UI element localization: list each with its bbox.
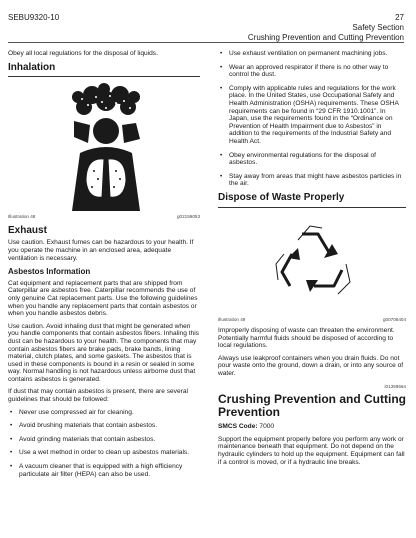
illustration-49-caption <box>218 316 406 324</box>
page-number: 27 <box>395 13 404 22</box>
smcs-label: SMCS Code: <box>218 423 258 431</box>
smcs-code <box>218 423 406 431</box>
inhalation-hazard-icon <box>8 83 200 211</box>
asbestos-guidelines-list-continued <box>218 50 406 188</box>
list-item: • Use exhaust ventilation on permanent machining jobs. <box>218 50 406 58</box>
list-item: • Never use compressed air for cleaning. <box>8 409 200 417</box>
asbestos-heading: Asbestos Information <box>8 267 91 277</box>
header-rule <box>8 42 404 43</box>
illustration-48-label: Illustration 48 <box>8 214 36 220</box>
waste-paragraph-2: Always use leakproof containers when you drain fluids. Do not pour waste onto the ground, down a drain, or into any source of water. <box>218 354 404 378</box>
rule <box>8 76 200 77</box>
list-item: • Avoid brushing materials that contain asbestos. <box>8 422 200 430</box>
recycle-icon <box>218 214 406 314</box>
left-column <box>8 50 200 484</box>
smcs-value: 7000 <box>259 423 275 431</box>
list-item: • Comply with applicable rules and regulations for the work place. In the United States, use Occupational Safety and Health Administration (OSHA) requirements. These OSHA requirements can be found in “29 CFR 1910.1001”. In Japan, use the requirements found in the “Ordinance on Prevention of Health Impairment due to Asbestos” in addition to the requirements of the Industrial Safety and Health Act. <box>218 85 406 146</box>
rule <box>218 207 406 208</box>
list-item: • Use a wet method in order to clean up asbestos materials. <box>8 449 200 457</box>
list-item: • Stay away from areas that might have asbestos particles in the air. <box>218 173 406 188</box>
illustration-49-label: Illustration 49 <box>218 316 246 322</box>
asbestos-paragraph-3: If dust that may contain asbestos is present, there are several guidelines that should be followed: <box>8 388 188 404</box>
illustration-48-id: g02159053 <box>177 214 200 220</box>
exhaust-heading: Exhaust <box>8 224 47 236</box>
waste-paragraph-1: Improperly disposing of waste can threaten the environment. Potentially harmful fluids should be disposed of according to local regulations. <box>218 327 395 350</box>
inhalation-heading: Inhalation <box>8 61 56 73</box>
intro-text: Obey all local regulations for the disposal of liquids. <box>8 50 158 57</box>
waste-heading: Dispose of Waste Properly <box>218 191 345 203</box>
list-item: • Obey environmental regulations for the disposal of asbestos. <box>218 152 406 167</box>
right-column <box>218 50 406 471</box>
header-doc-id: SEBU9320-10 <box>8 13 60 22</box>
crushing-text: Support the equipment properly before you perform any work or maintenance beneath that equipment. Do not depend on the hydraulic cylinders to hold up the equipment. Equipment can fall if a control is moved, or if a hydraulic line breaks. <box>218 435 405 466</box>
person-icon <box>72 118 140 211</box>
asbestos-paragraph-2: Use caution. Avoid inhaling dust that might be generated when you handle components that contain asbestos fibers. Inhaling this dust can be hazardous to your health. The components that may contain asbestos fibers are brake pads, brake bands, lining material, clutch plates, and some gaskets. The asbestos that is used in these components is bound in a resin or sealed in some way. Normal handling is not hazardous unless airborne dust that contains asbestos is generated. <box>8 322 199 383</box>
illustration-49-id: g00706404 <box>383 316 406 322</box>
reference-id: i01359664 <box>384 383 406 389</box>
crushing-heading: Crushing Prevention and Cutting Prevention <box>218 392 406 420</box>
list-item: • Wear an approved respirator if there is no other way to control the dust. <box>218 64 406 79</box>
illustration-48-caption <box>8 213 200 221</box>
asbestos-paragraph-1: Cat equipment and replacement parts that are shipped from Caterpillar are asbestos free. Caterpillar recommends the use of only genuine Cat replacement parts. Use the following guidelines when you handle any replacement parts that contain asbestos or when you handle asbestos debris. <box>8 279 198 318</box>
list-item: • A vacuum cleaner that is equipped with a high efficiency particulate air filter (HEPA) can also be used. <box>8 463 200 478</box>
header-right <box>248 13 404 43</box>
list-item: • Avoid grinding materials that contain asbestos. <box>8 436 200 444</box>
header-section: Safety Section <box>352 23 404 32</box>
header-subsection: Crushing Prevention and Cutting Prevention <box>247 33 404 42</box>
exhaust-text: Use caution. Exhaust fumes can be hazardous to your health. If you operate the machine in an enclosed area, adequate ventilation is necessary. <box>8 239 194 262</box>
asbestos-guidelines-list <box>8 409 200 479</box>
